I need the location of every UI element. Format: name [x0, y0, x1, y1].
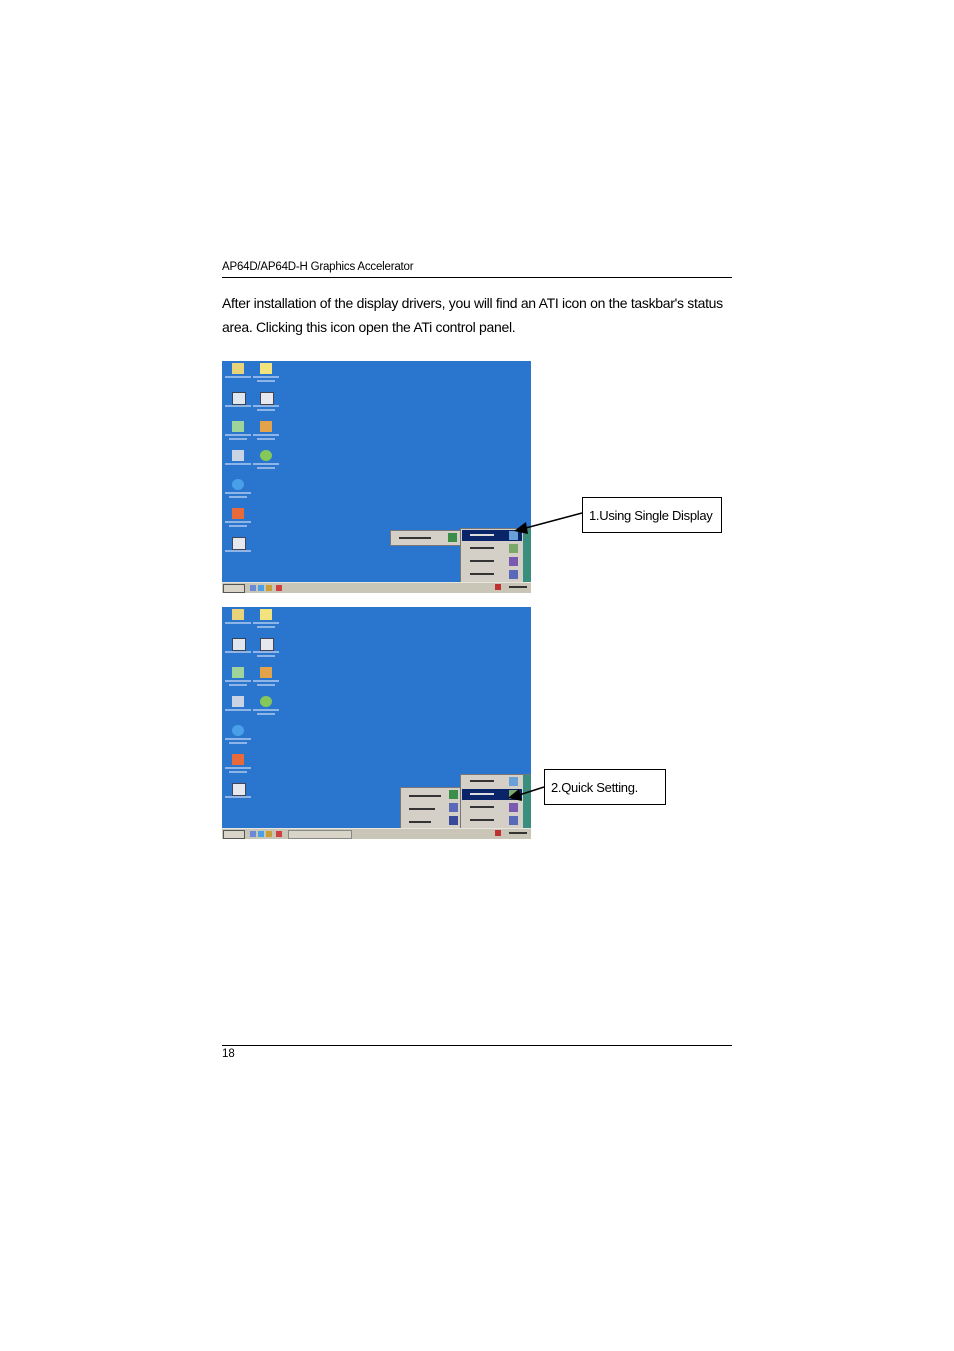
- menu-item-settings[interactable]: [462, 543, 522, 554]
- ati-tray-menu: [460, 528, 531, 586]
- screenshot-quick-setting: [222, 607, 531, 839]
- internet-icon: [252, 696, 280, 720]
- clock: [509, 832, 527, 834]
- monitor-icon: [449, 816, 458, 825]
- network-icon: [224, 667, 252, 691]
- disk-icon: [252, 392, 280, 416]
- my-computer-icon: [224, 638, 252, 662]
- menu-item-exit[interactable]: [462, 815, 522, 826]
- folder-icon: [252, 609, 280, 633]
- taskbar-task-button[interactable]: [288, 830, 352, 839]
- menu-item-quick-setting[interactable]: [462, 789, 522, 800]
- submenu-single-display: [390, 530, 462, 546]
- display-icon: [449, 803, 458, 812]
- callout-label: 1.Using Single Display: [589, 508, 713, 523]
- running-header: AP64D/AP64D-H Graphics Accelerator: [222, 261, 414, 273]
- setup-icon: [224, 537, 252, 561]
- my-documents-icon: [224, 609, 252, 633]
- header-rule: [222, 277, 732, 278]
- page-number: 18: [222, 1048, 235, 1060]
- submenu-item-display[interactable]: [405, 804, 449, 814]
- ati-tray-menu: [460, 774, 531, 832]
- my-computer-icon: [224, 392, 252, 416]
- settings-icon: [449, 790, 458, 799]
- media-quicklaunch-icon[interactable]: [276, 831, 282, 837]
- start-button[interactable]: [223, 584, 245, 593]
- recycle-bin-icon: [224, 450, 252, 474]
- system-tray: [495, 830, 529, 837]
- taskbar: [222, 582, 531, 593]
- media-quicklaunch-icon[interactable]: [276, 585, 282, 591]
- msn-icon: [224, 508, 252, 532]
- ati-logo-strip: [523, 529, 531, 585]
- menu-item-help[interactable]: [462, 556, 522, 567]
- checkmark-icon: [448, 533, 457, 542]
- ati-tray-icon[interactable]: [495, 584, 501, 590]
- internet-explorer-icon: [224, 725, 252, 749]
- my-documents-icon: [224, 363, 252, 387]
- ati-logo-strip: [523, 775, 531, 831]
- media-player-icon: [252, 421, 280, 445]
- media-player-icon: [252, 667, 280, 691]
- intro-line-1: After installation of the display drivers, you will find an ATI icon on the taskbar's status: [222, 295, 723, 311]
- screenshot-single-display: [222, 361, 531, 593]
- clock: [509, 586, 527, 588]
- submenu-quick-setting: [400, 787, 462, 831]
- callout-single-display: [582, 497, 722, 533]
- folder-icon: [252, 363, 280, 387]
- footer-rule: [222, 1045, 732, 1046]
- quicklaunch-icon[interactable]: [250, 585, 256, 591]
- arrow-line-1: [522, 513, 582, 529]
- start-button[interactable]: [223, 830, 245, 839]
- disk-icon: [252, 638, 280, 662]
- callout-label: 2.Quick Setting.: [551, 780, 638, 795]
- internet-explorer-icon: [224, 479, 252, 503]
- ati-tray-icon[interactable]: [495, 830, 501, 836]
- folder-quicklaunch-icon[interactable]: [266, 831, 272, 837]
- menu-item-help[interactable]: [462, 802, 522, 813]
- intro-line-2: area. Clicking this icon open the ATi control panel.: [222, 319, 516, 335]
- submenu-item-options[interactable]: [405, 817, 449, 827]
- taskbar: [222, 828, 531, 839]
- msn-icon: [224, 754, 252, 778]
- folder-quicklaunch-icon[interactable]: [266, 585, 272, 591]
- intro-paragraph: [222, 291, 742, 339]
- menu-item-exit[interactable]: [462, 569, 522, 580]
- ie-quicklaunch-icon[interactable]: [258, 831, 264, 837]
- submenu-item[interactable]: [395, 533, 443, 543]
- internet-icon: [252, 450, 280, 474]
- network-icon: [224, 421, 252, 445]
- menu-item-display[interactable]: [462, 530, 522, 541]
- menu-item-display[interactable]: [462, 776, 522, 787]
- quicklaunch-icon[interactable]: [250, 831, 256, 837]
- callout-quick-setting: [544, 769, 666, 805]
- system-tray: [495, 584, 529, 591]
- setup-icon: [224, 783, 252, 807]
- recycle-bin-icon: [224, 696, 252, 720]
- submenu-item-ati-settings[interactable]: [405, 791, 449, 801]
- ie-quicklaunch-icon[interactable]: [258, 585, 264, 591]
